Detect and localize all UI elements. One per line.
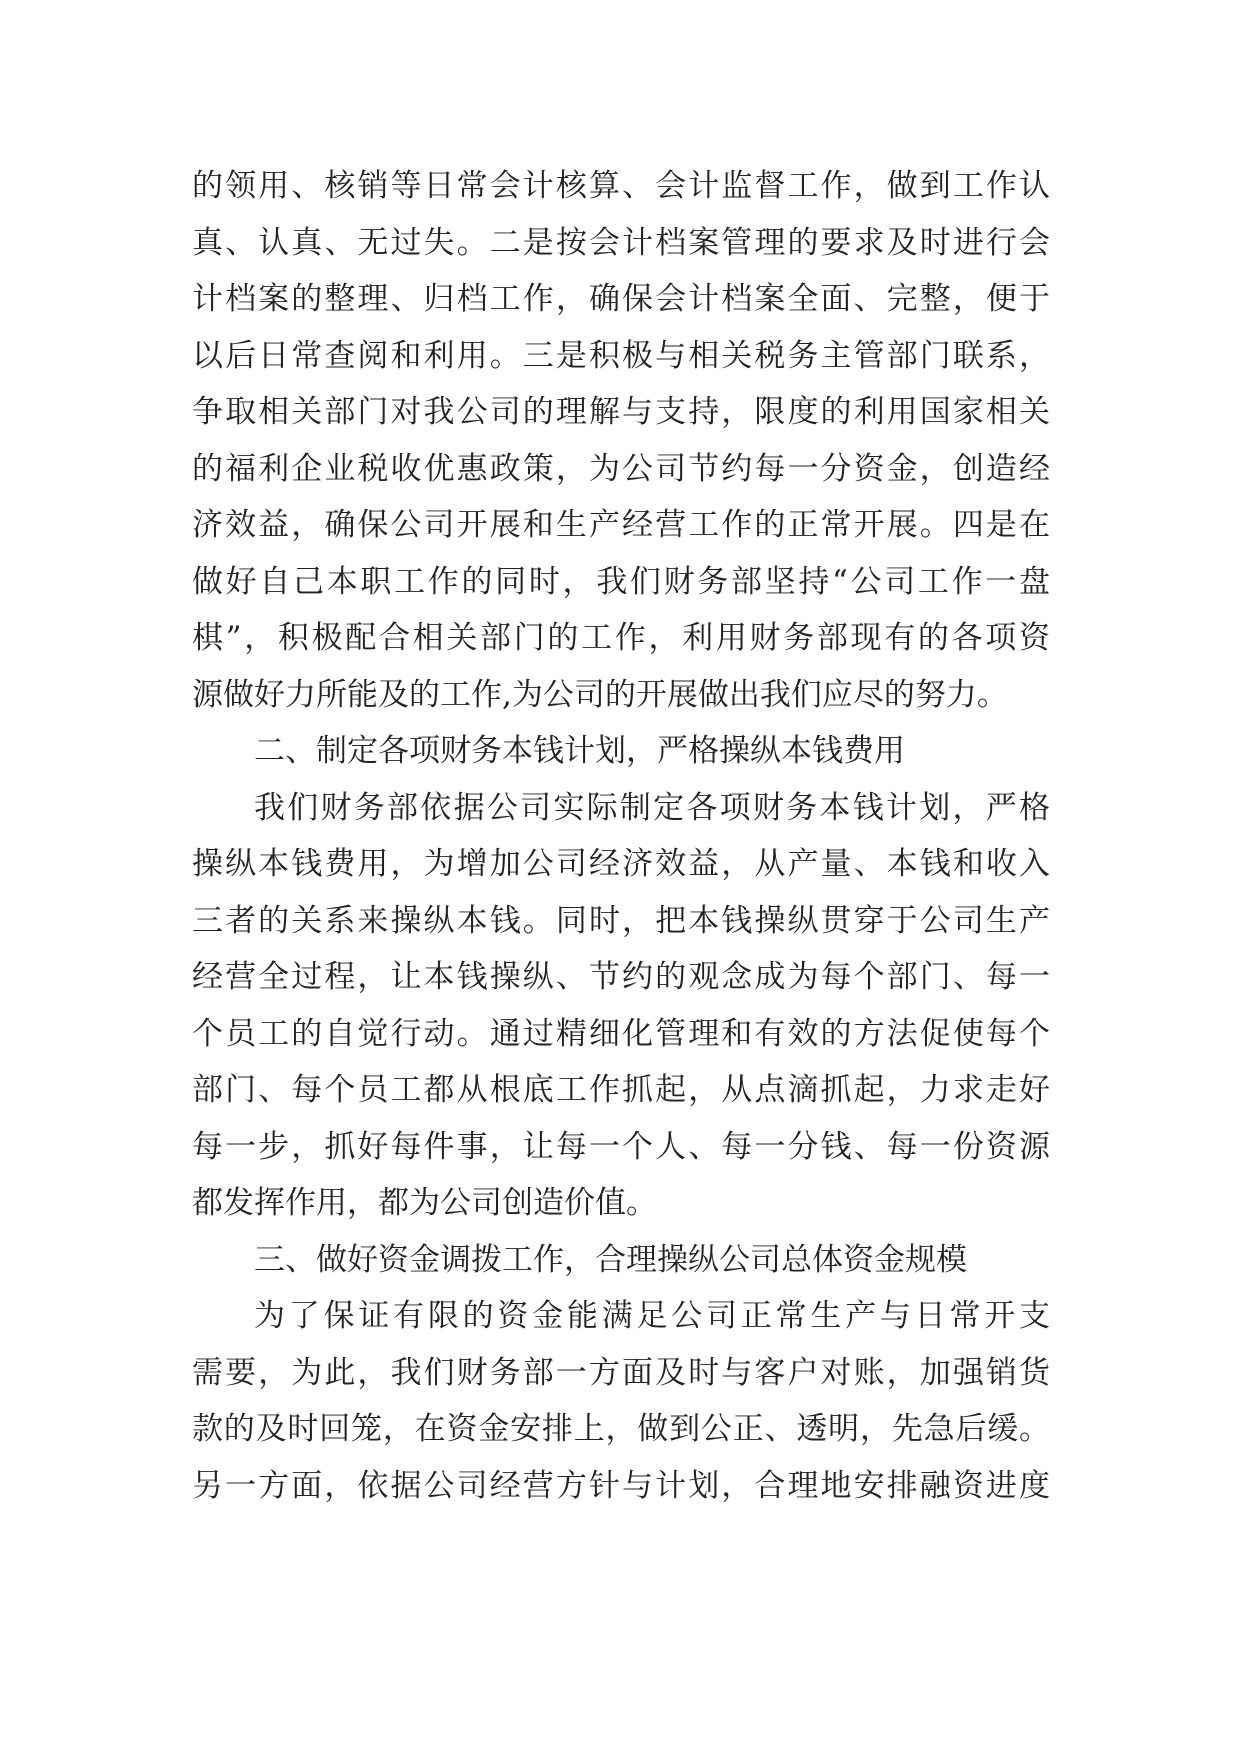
text-line: 济效益，确保公司开展和生产经营工作的正常开展。四是在 [192,507,1050,543]
text-line: 源做好力所能及的工作,为公司的开展做出我们应尽的努力。 [192,676,1008,713]
text-line: 的福利企业税收优惠政策，为公司节约每一分资金，创造经 [192,450,1050,487]
text-line: 都发挥作用，都为公司创造价值。 [192,1185,657,1221]
text-line: 棋”，积极配合相关部门的工作，利用财务部现有的各项资 [192,620,1050,656]
text-line: 计档案的整理、归档工作，确保会计档案全面、完整，便于 [192,281,1050,317]
text-line: 的领用、核销等日常会计核算、会计监督工作，做到工作认 [192,168,1050,204]
text-line: 我们财务部依据公司实际制定各项财务本钱计划，严格 [254,789,1050,826]
text-line: 每一步，抓好每件事，让每一个人、每一分钱、每一份资源 [192,1128,1050,1165]
text-line: 经营全过程，让本钱操纵、节约的观念成为每个部门、每一 [192,959,1050,995]
text-line: 做好自己本职工作的同时，我们财务部坚持“公司工作一盘 [192,563,1050,600]
body-text [192,158,1050,1514]
text-line: 争取相关部门对我公司的理解与支持，限度的利用国家相关 [192,394,1050,430]
text-line: 个员工的自觉行动。通过精细化管理和有效的方法促使每个 [192,1015,1050,1052]
text-line: 另一方面，依据公司经营方针与计划，合理地安排融资进度 [192,1467,1050,1504]
text-line: 款的及时回笼，在资金安排上，做到公正、透明，先急后缓。 [192,1411,1050,1447]
section-heading: 二、制定各项财务本钱计划，严格操纵本钱费用 [254,733,905,769]
section-heading: 三、做好资金调拨工作，合理操纵公司总体资金规模 [254,1241,967,1278]
text-line: 以后日常查阅和利用。三是积极与相关税务主管部门联系， [192,337,1050,374]
text-line: 操纵本钱费用，为增加公司经济效益，从产量、本钱和收入 [192,846,1050,882]
text-line: 为了保证有限的资金能满足公司正常生产与日常开支 [254,1298,1050,1334]
text-line: 部门、每个员工都从根底工作抓起，从点滴抓起，力求走好 [192,1072,1050,1108]
text-line: 真、认真、无过失。二是按会计档案管理的要求及时进行会 [192,224,1050,261]
text-line: 三者的关系来操纵本钱。同时，把本钱操纵贯穿于公司生产 [192,902,1050,939]
text-line: 需要，为此，我们财务部一方面及时与客户对账，加强销货 [192,1354,1050,1391]
